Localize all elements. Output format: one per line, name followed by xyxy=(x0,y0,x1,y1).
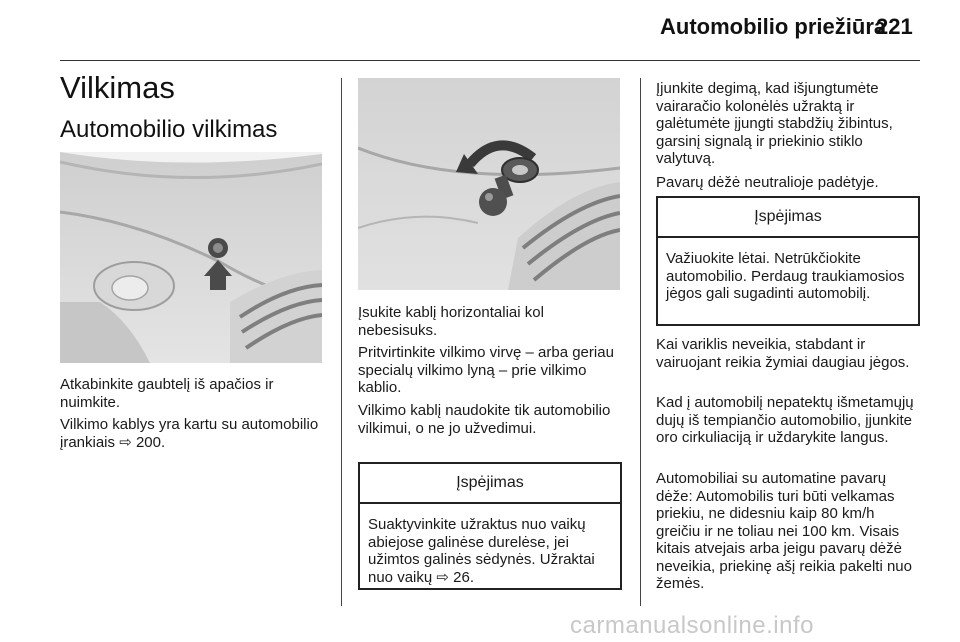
col1-page-reference: 200. xyxy=(135,433,166,451)
col2-warning-body-text: Suaktyvinkite užraktus nuo vaikų abiejose galinėse durelėse, jei užimtos galinės sėdynės. Užraktai nuo vaikų xyxy=(368,516,595,586)
col2-paragraph-1: Įsukite kablį horizontaliai kol nebesisuks. xyxy=(358,304,544,339)
section-title: Vilkimas xyxy=(60,70,175,105)
page-reference-arrow-icon: ⇨ xyxy=(119,433,132,451)
bumper-cover-removal-illustration xyxy=(60,152,322,363)
running-header-title: Automobilio priežiūra xyxy=(660,14,887,39)
col3-paragraph-3: Kai variklis neveikia, stabdant ir vairuojant reikia žymiai daugiau jėgos. xyxy=(656,336,910,371)
col3-warning-heading: Įspėjimas xyxy=(658,198,918,238)
col3-warning-box xyxy=(656,196,920,326)
col3-paragraph-5: Automobiliai su automatine pavarų dėže: Automobilis turi būti velkamas priekiu, ne didesniu kaip 80 km/h greičiu ir ne toliau nei 100 km. Visais kitais atvejais arba jeigu pavarų dėžė neveikia, priekinę ašį reikia pakelti nuo žemės. xyxy=(656,470,912,592)
col2-warning-body xyxy=(360,504,620,586)
col3-paragraph-2: Pavarų dėžė neutralioje padėtyje. xyxy=(656,174,879,191)
column-divider-left xyxy=(341,78,342,606)
col1-paragraph-2-text: Vilkimo kablys yra kartu su automobilio įrankiais xyxy=(60,416,319,451)
towing-eye-screw-in-illustration xyxy=(358,78,620,290)
col2-page-reference: 26. xyxy=(453,568,474,586)
col3-warning-body: Važiuokite lėtai. Netrūkčiokite automobilio. Perdaug traukiamosios jėgos gali sugadinti automobilį. xyxy=(666,250,905,302)
section-subtitle: Automobilio vilkimas xyxy=(60,116,278,143)
header-rule xyxy=(60,60,920,61)
col2-warning-box xyxy=(358,462,622,590)
watermark: carmanualsonline.info xyxy=(570,612,814,639)
page-reference-arrow-icon: ⇨ xyxy=(436,568,449,586)
col1-paragraph-2 xyxy=(60,416,322,451)
col3-paragraph-4: Kad į automobilį nepatektų išmetamųjų dujų iš tempiančio automobilio, įjunkite oro cirkuliaciją ir uždarykite langus. xyxy=(656,394,914,446)
col2-warning-heading: Įspėjimas xyxy=(360,464,620,504)
col1-paragraph-1: Atkabinkite gaubtelį iš apačios ir nuimkite. xyxy=(60,376,274,411)
col2-paragraph-2: Pritvirtinkite vilkimo virvę – arba geriau specialų vilkimo lyną – prie vilkimo kablio. xyxy=(358,344,614,396)
page-number: 221 xyxy=(876,14,913,39)
col2-paragraph-3: Vilkimo kablį naudokite tik automobilio vilkimui, o ne jo užvedimui. xyxy=(358,402,611,437)
column-divider-right xyxy=(640,78,641,606)
bumper-cover-photo xyxy=(60,152,322,363)
col3-paragraph-1: Įjunkite degimą, kad išjungtumėte vairaračio kolonėlės užraktą ir galėtumėte įjungti stabdžių žibintus, garsinį signalą ir priekinio stiklo valytuvą. xyxy=(656,80,893,167)
towing-eye-photo xyxy=(358,78,620,290)
